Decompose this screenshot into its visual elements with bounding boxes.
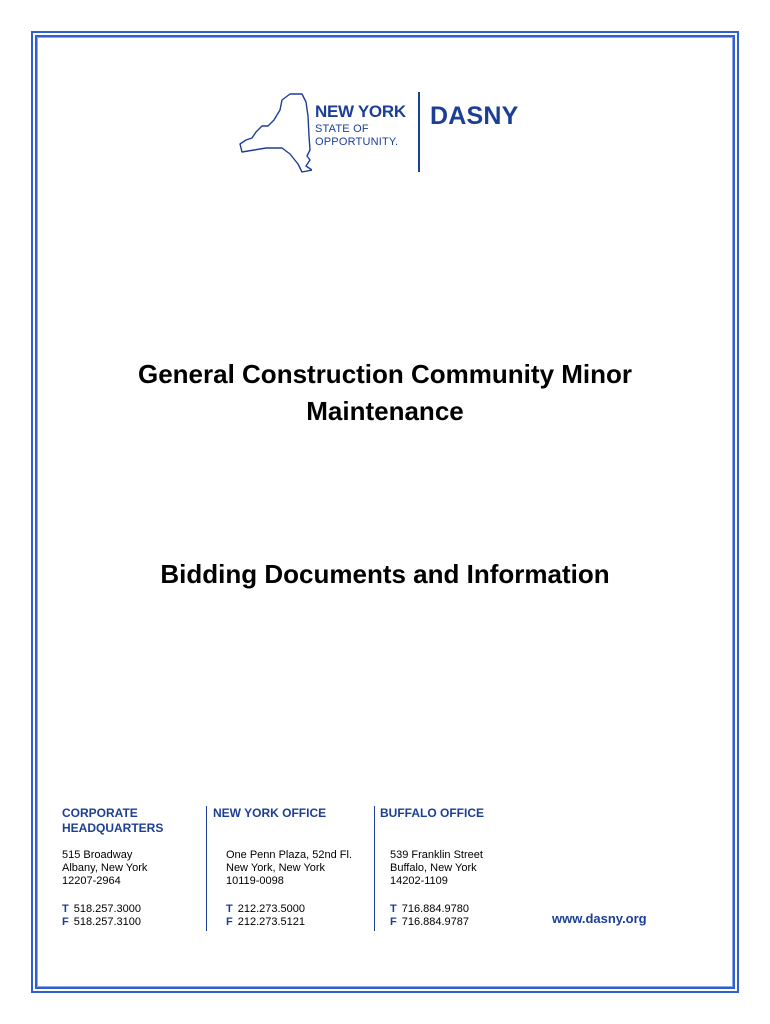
fax-number: 518.257.3100 [73, 916, 142, 928]
address-line: Albany, New York [62, 862, 148, 874]
fax-label: F [62, 916, 69, 928]
address-line: 12207-2964 [62, 875, 121, 887]
phone-number: 518.257.3000 [73, 903, 142, 915]
phone-number: 212.273.5000 [237, 903, 306, 915]
office-address [390, 849, 484, 888]
office-new-york [213, 806, 352, 929]
ny-wordmark [315, 103, 406, 148]
title-line-1: General Construction Community Minor [137, 359, 633, 389]
address-line: 515 Broadway [62, 849, 133, 861]
address-line: One Penn Plaza, 52nd Fl. [226, 849, 352, 861]
office-heading-line-1: CORPORATE [62, 806, 138, 820]
ny-dasny-logo [236, 88, 536, 174]
address-line: New York, New York [226, 862, 326, 874]
address-line: 14202-1109 [390, 875, 448, 887]
logo-divider [418, 92, 420, 172]
address-line: 539 Franklin Street [390, 849, 483, 861]
fax-label: F [390, 916, 397, 928]
fax-number: 716.884.9787 [401, 916, 470, 928]
phone-label: T [62, 903, 69, 915]
office-phones [390, 903, 484, 929]
office-heading-line-2: HEADQUARTERS [62, 821, 164, 835]
fax-number: 212.273.5121 [237, 916, 306, 928]
office-phones [62, 903, 163, 929]
office-phones [226, 903, 352, 929]
office-corporate-hq [62, 806, 163, 929]
office-heading [380, 806, 484, 821]
office-heading [62, 806, 163, 836]
document-subtitle: Bidding Documents and Information [160, 559, 610, 589]
column-divider [206, 806, 207, 931]
fax-label: F [226, 916, 233, 928]
column-divider [374, 806, 375, 931]
phone-label: T [226, 903, 233, 915]
document-title [60, 356, 710, 430]
logo-line-new-york: NEW YORK [315, 102, 406, 121]
website-link[interactable]: www.dasny.org [552, 911, 647, 926]
logo-line-state-of: STATE OF [315, 123, 369, 135]
office-heading [213, 806, 352, 821]
office-heading-line-1: NEW YORK OFFICE [213, 806, 327, 820]
address-line: Buffalo, New York [390, 862, 477, 874]
office-address [226, 849, 352, 888]
office-buffalo [380, 806, 484, 929]
title-line-2: Maintenance [306, 396, 464, 426]
phone-number: 716.884.9780 [401, 903, 470, 915]
logo-line-opportunity: OPPORTUNITY. [315, 136, 399, 148]
dasny-wordmark: DASNY [430, 102, 519, 130]
address-line: 10119-0098 [226, 875, 284, 887]
new-york-state-outline-icon [236, 92, 312, 174]
office-heading-line-1: BUFFALO OFFICE [380, 806, 484, 820]
phone-label: T [390, 903, 397, 915]
office-address [62, 849, 163, 888]
